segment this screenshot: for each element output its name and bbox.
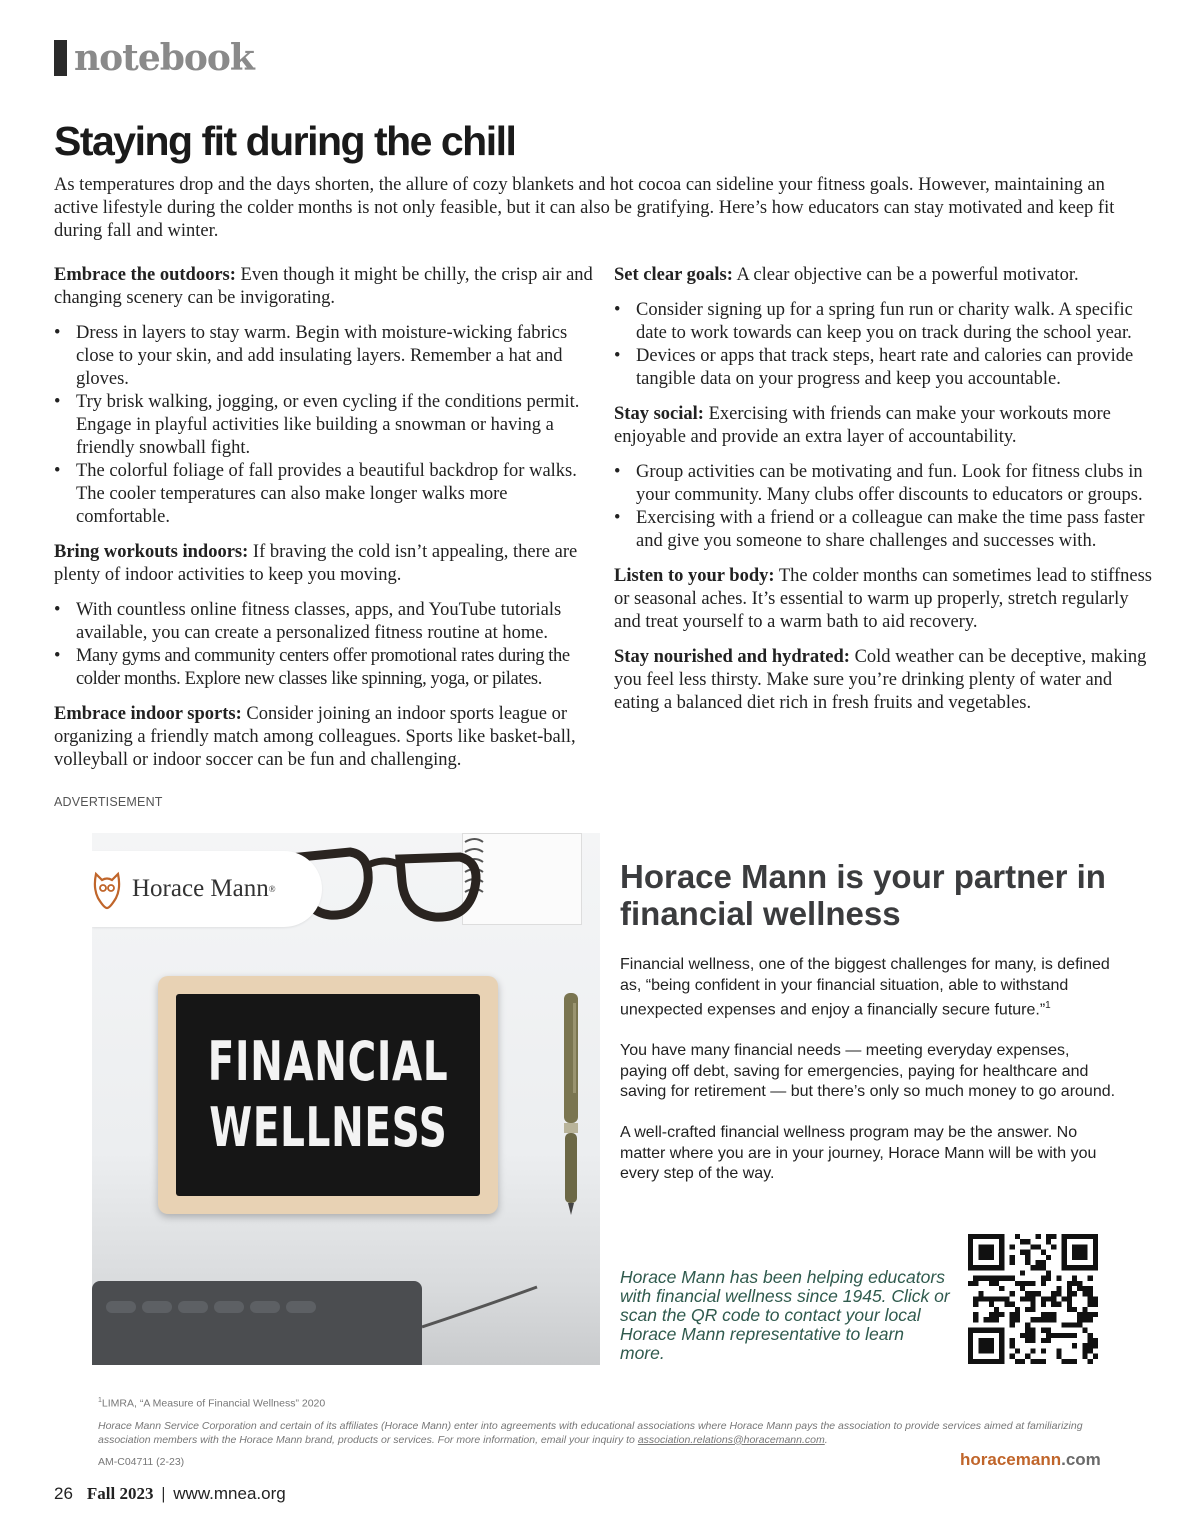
chalkboard-line-1: FINANCIAL [207, 1030, 449, 1093]
section-tag [54, 36, 254, 79]
lead-nourished: Stay nourished and hydrated: [614, 647, 850, 667]
list-item: • Group activities can be motivating and fun. Look for fitness clubs in your community. Many clubs offer discounts to educators or groups. [614, 461, 1154, 507]
keyboard-key [214, 1301, 244, 1313]
text-goals: A clear objective can be a powerful motivator. [732, 265, 1079, 285]
issue-name: Fall 2023 [86, 1484, 154, 1503]
disclaimer-end: . [824, 1433, 828, 1446]
qr-code[interactable] [968, 1234, 1098, 1364]
keyboard-key [286, 1301, 316, 1313]
ad-callout: Horace Mann has been helping educators with financial wellness since 1945. Click or scan the QR code to contact your local Horace Mann representative to learn more. [620, 1267, 950, 1363]
chalkboard-line-2: WELLNESS [208, 1096, 448, 1159]
section-marker-bar [54, 40, 67, 76]
lead-social: Stay social: [614, 404, 704, 424]
horace-mann-logo [92, 851, 322, 927]
section-label: notebook [74, 37, 254, 79]
paragraph-indoors [54, 541, 594, 587]
owl-logo-icon [92, 868, 122, 910]
footer-separator: | [161, 1484, 166, 1503]
keyboard-key [250, 1301, 280, 1313]
email-link[interactable]: association.relations@horacemann.com [637, 1433, 825, 1446]
list-item: • Dress in layers to stay warm. Begin with moisture-wicking fabrics close to your skin, and add insulating layers. Remember a hat and gloves. [54, 322, 594, 391]
ad-headline: Horace Mann is your partner in financial wellness [620, 858, 1106, 932]
ad-code: AM-C04711 (2-23) [98, 1456, 185, 1468]
keyboard-key [142, 1301, 172, 1313]
advertisement-label: ADVERTISEMENT [54, 795, 163, 809]
article-column-right [614, 264, 1154, 727]
url-brand-name: horacemann [960, 1450, 1062, 1469]
logo-wordmark: Horace Mann [132, 875, 269, 902]
lead-body: Listen to your body: [614, 566, 775, 586]
paragraph-body [614, 565, 1154, 634]
site-url[interactable]: www.mnea.org [173, 1484, 286, 1503]
list-item: • Many gyms and community centers offer promotional rates during the colder months. Explore new classes like spinning, yoga, or pilates. [54, 645, 594, 691]
url-tld: .com [1061, 1450, 1101, 1469]
pen-illustration [560, 993, 582, 1215]
list-item: • Try brisk walking, jogging, or even cycling if the conditions permit. Engage in playful activities like building a snowman or having a friendly snowball fight. [54, 391, 594, 460]
ad-paragraph-2: You have many financial needs — meeting everyday expenses, paying off debt, saving for emergencies, paying for healthcare and saving for retirement — but there’s only so much money to go around. [620, 1042, 1116, 1101]
article-column-left [54, 264, 594, 784]
text-indoors: If braving the cold isn’t appealing, there are plenty of indoor activities to keep you moving. [54, 542, 578, 585]
list-item: • With countless online fitness classes, apps, and YouTube tutorials available, you can create a personalized fitness routine at home. [54, 599, 594, 645]
text-nourished: Cold weather can be deceptive, making you feel less thirsty. Make sure you’re drinking plenty of water and eating a balanced diet rich in fresh fruits and vegetables. [614, 647, 1147, 713]
ad-photo [92, 833, 600, 1365]
text-social: Exercising with friends can make your workouts more enjoyable and provide an extra layer of accountability. [614, 404, 1111, 447]
paragraph-nourished [614, 646, 1154, 715]
paragraph-social [614, 403, 1154, 449]
ad-disclaimer [98, 1420, 1138, 1447]
text-sports: Consider joining an indoor sports league or organizing a friendly match among colleagues. Sports like basket-ball, volleyball or indoor soccer can be fun and challenging. [54, 704, 576, 770]
page-number: 26 [54, 1484, 73, 1503]
footnote-ref: 1 [1045, 1000, 1051, 1011]
ad-footnote [98, 1397, 325, 1410]
bullet-list-social [614, 461, 1154, 553]
logo-registered-mark: ® [268, 884, 276, 894]
list-item: • Devices or apps that track steps, heart rate and calories can provide tangible data on your progress and keep you accountable. [614, 345, 1154, 391]
page-footer [54, 1484, 286, 1504]
bullet-list-outdoors [54, 322, 594, 529]
list-item: • Consider signing up for a spring fun run or charity walk. A specific date to work towards can keep you on track during the school year. [614, 299, 1154, 345]
lead-goals: Set clear goals: [614, 265, 733, 285]
footnote-text: LIMRA, “A Measure of Financial Wellness” 2020 [101, 1397, 326, 1410]
lead-sports: Embrace indoor sports: [54, 704, 242, 724]
bullet-list-goals [614, 299, 1154, 391]
text-outdoors: Even though it might be chilly, the crisp air and changing scenery can be invigorating. [54, 265, 593, 308]
lead-outdoors: Embrace the outdoors: [54, 265, 236, 285]
bullet-list-indoors [54, 599, 594, 691]
footnote-mark: 1 [98, 1397, 102, 1404]
keyboard-key [106, 1301, 136, 1313]
cable-illustration [422, 1277, 542, 1337]
article-title: Staying fit during the chill [54, 118, 516, 164]
text-body: The colder months can sometimes lead to stiffness or seasonal aches. It’s essential to warm up properly, stretch regularly and treat yourself to a warm bath to aid recovery. [614, 566, 1152, 632]
disclaimer-text: Horace Mann Service Corporation and certain of its affiliates (Horace Mann) enter into agreements with educational associations where Horace Mann pays the association to provide services aimed at familiarizing association members with the Horace Mann brand, products or services. For more information, email your inquiry to [98, 1420, 1083, 1446]
chalkboard-frame [158, 976, 498, 1214]
ad-body [620, 955, 1120, 1205]
chalkboard [176, 994, 480, 1196]
list-item: • The colorful foliage of fall provides a beautiful backdrop for walks. The cooler temperatures can also make longer walks more comfortable. [54, 460, 594, 529]
keyboard-key [178, 1301, 208, 1313]
article-intro: As temperatures drop and the days shorten, the allure of cozy blankets and hot cocoa can sideline your fitness goals. However, maintaining an active lifestyle during the colder months is not only feasible, but it can also be gratifying. Here’s how educators can stay motivated and keep fit during fall and winter. [54, 175, 1115, 241]
list-item: • Exercising with a friend or a colleague can make the time pass faster and give you someone to share challenges and successes with. [614, 507, 1154, 553]
lead-indoors: Bring workouts indoors: [54, 542, 249, 562]
ad-paragraph-1-text: Financial wellness, one of the biggest challenges for many, is defined as, “being confident in your financial situation, able to withstand unexpected expenses and enjoy a financially secure future.” [620, 956, 1110, 1019]
ad-paragraph-3: A well-crafted financial wellness program may be the answer. No matter where you are in your journey, Horace Mann will be with you every step of the way. [620, 1124, 1097, 1183]
keyboard-illustration [92, 1281, 422, 1365]
paragraph-outdoors [54, 264, 594, 310]
ad-paragraph-1 [620, 955, 1120, 1021]
paragraph-goals [614, 264, 1154, 287]
horacemann-url[interactable] [960, 1450, 1101, 1470]
paragraph-sports [54, 703, 594, 772]
